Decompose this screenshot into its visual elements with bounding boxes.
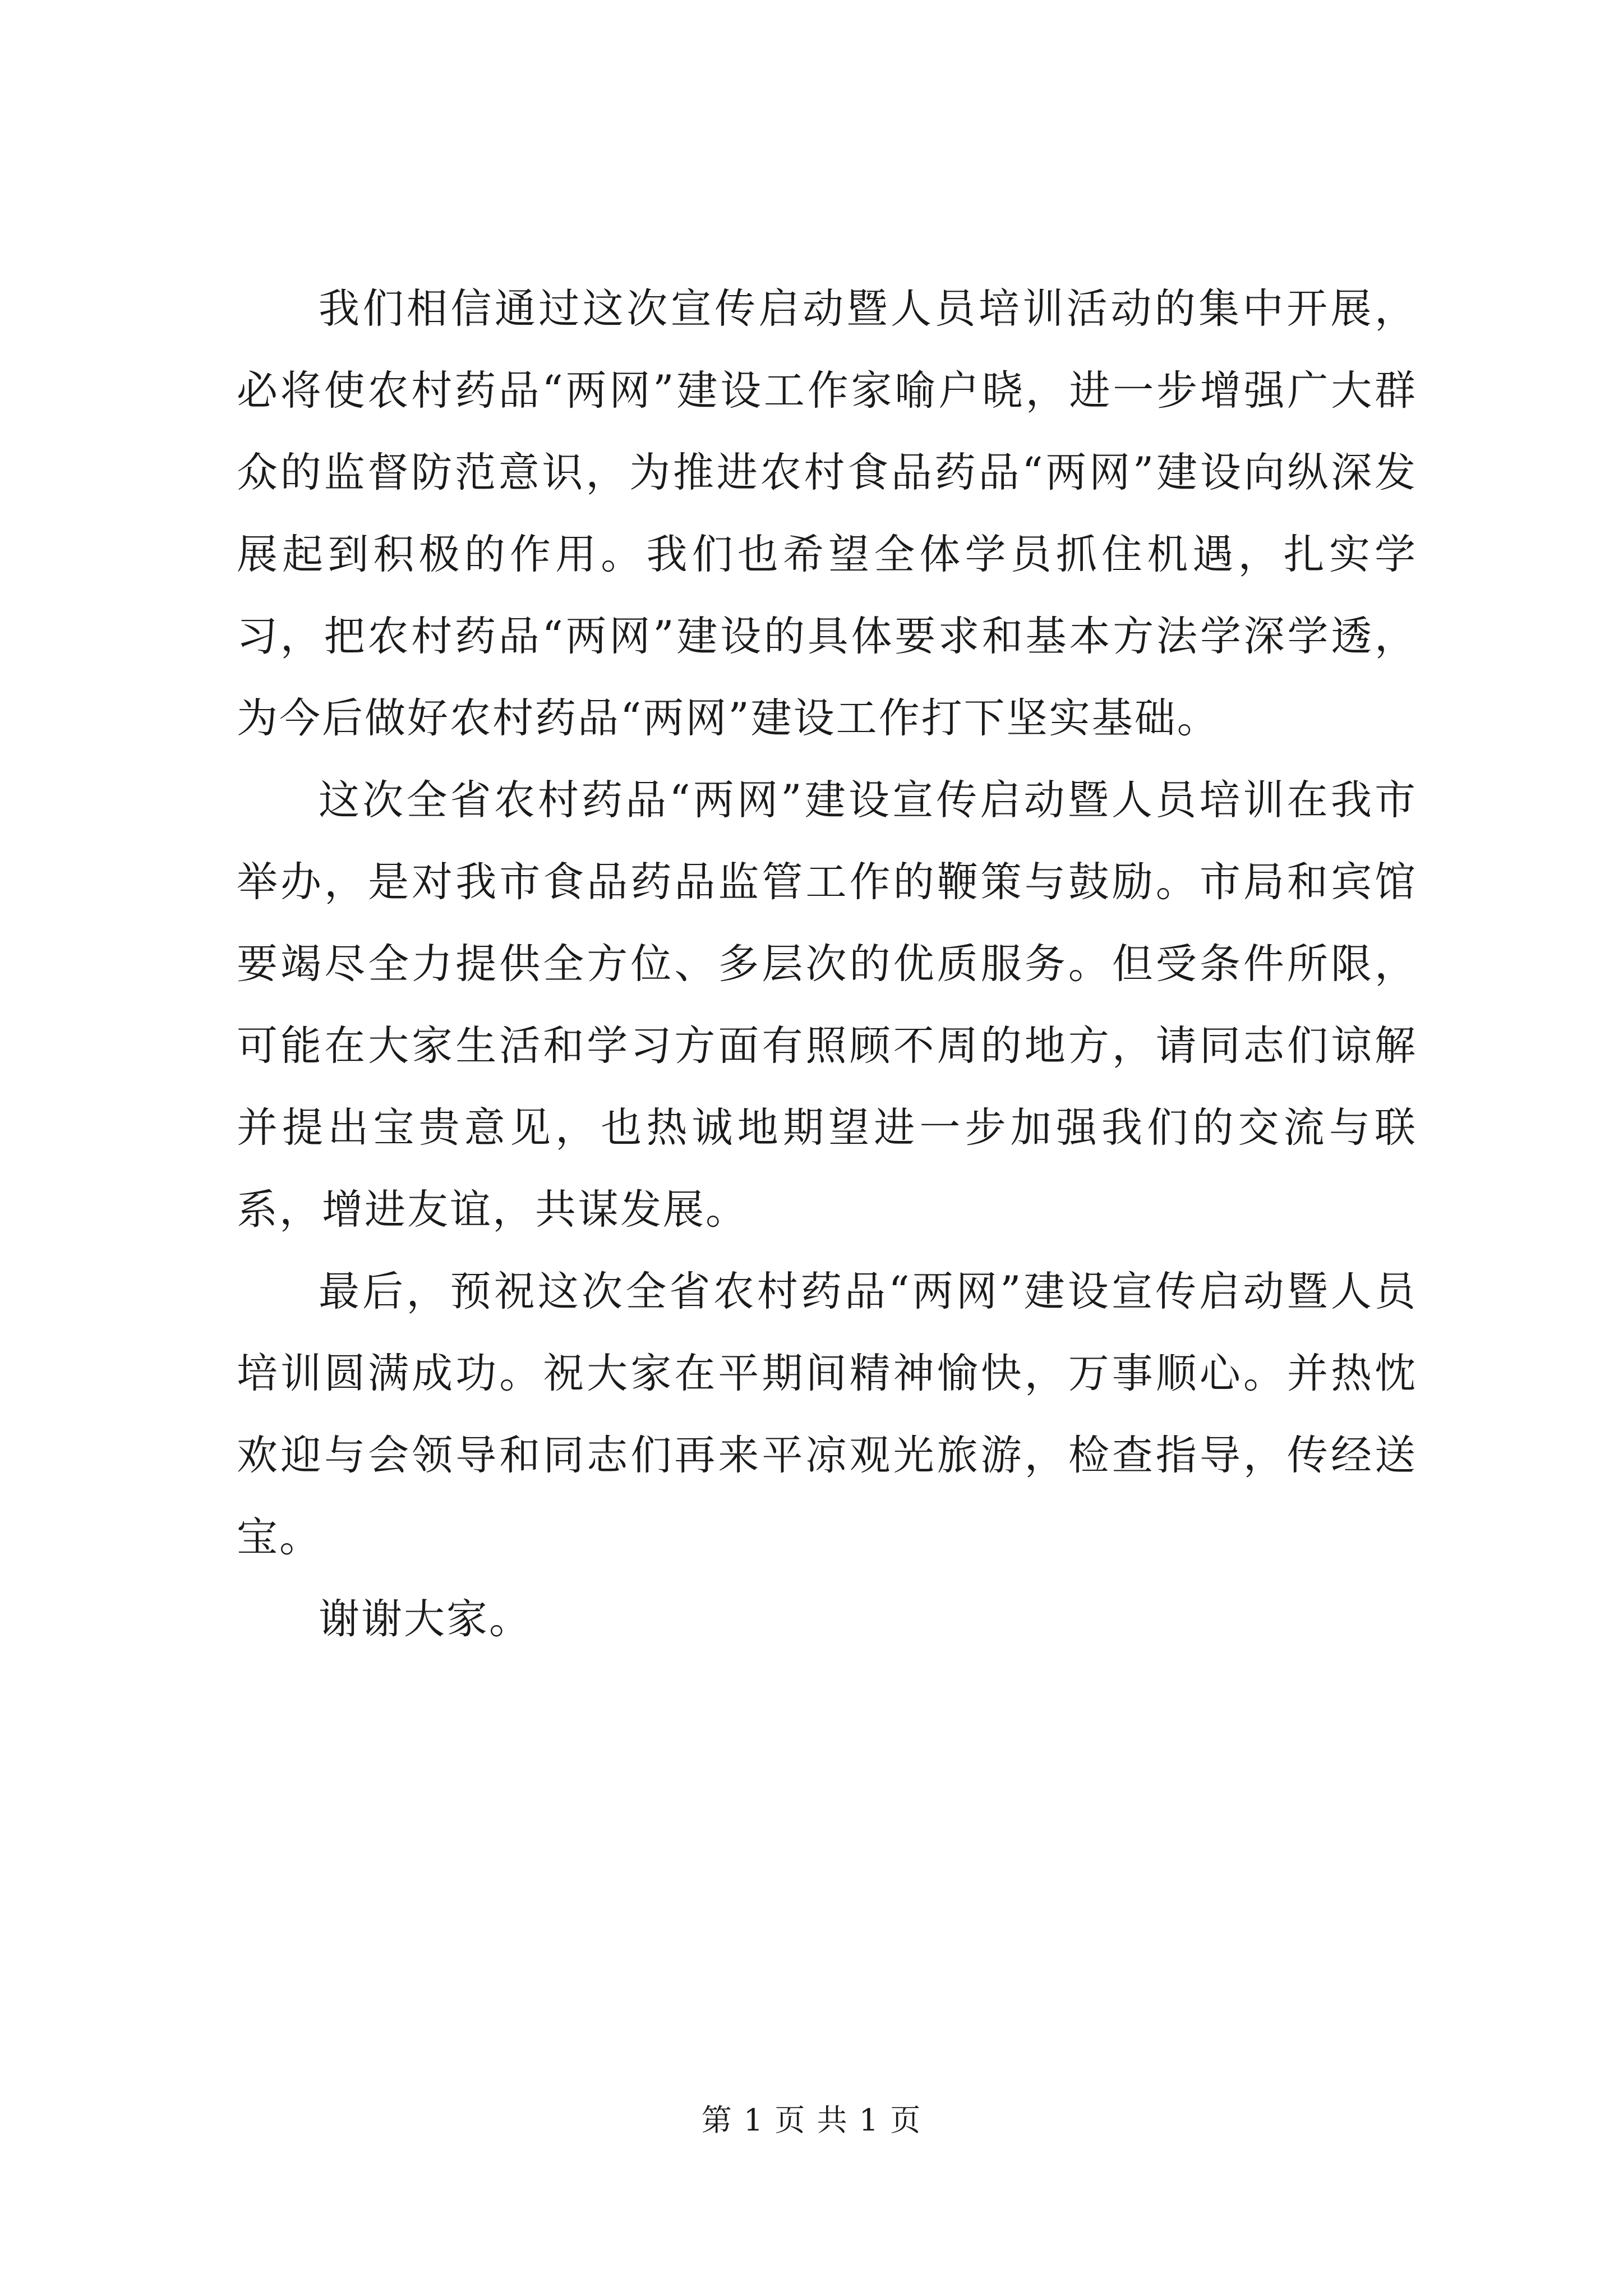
page-number-footer: 第 1 页 共 1 页: [701, 2102, 922, 2138]
paragraph-1: 我们相信通过这次宣传启动暨人员培训活动的集中开展，必将使农村药品“两网”建设工作家喻户晓，进一步增强广大群众的监督防范意识，为推进农村食品药品“两网”建设向纵深发展起到积极的作用。我们也希望全体学员抓住机遇，扎实学习，把农村药品“两网”建设的具体要求和基本方法学深学透，为今后做好农村药品“两网”建设工作打下坚实基础。: [237, 285, 1417, 742]
document-body: [237, 268, 1417, 1660]
paragraph-3: 最后，预祝这次全省农村药品“两网”建设宣传启动暨人员培训圆满成功。祝大家在平期间精神愉快，万事顺心。并热忱欢迎与会领导和同志们再来平凉观光旅游，检查指导，传经送宝。: [237, 1268, 1417, 1561]
paragraph-4: 谢谢大家。: [319, 1595, 532, 1643]
paragraph-2: 这次全省农村药品“两网”建设宣传启动暨人员培训在我市举办，是对我市食品药品监管工作的鞭策与鼓励。市局和宾馆要竭尽全力提供全方位、多层次的优质服务。但受条件所限，可能在大家生活和学习方面有照顾不周的地方，请同志们谅解并提出宝贵意见，也热诚地期望进一步加强我们的交流与联系，增进友谊，共谋发展。: [237, 776, 1417, 1234]
